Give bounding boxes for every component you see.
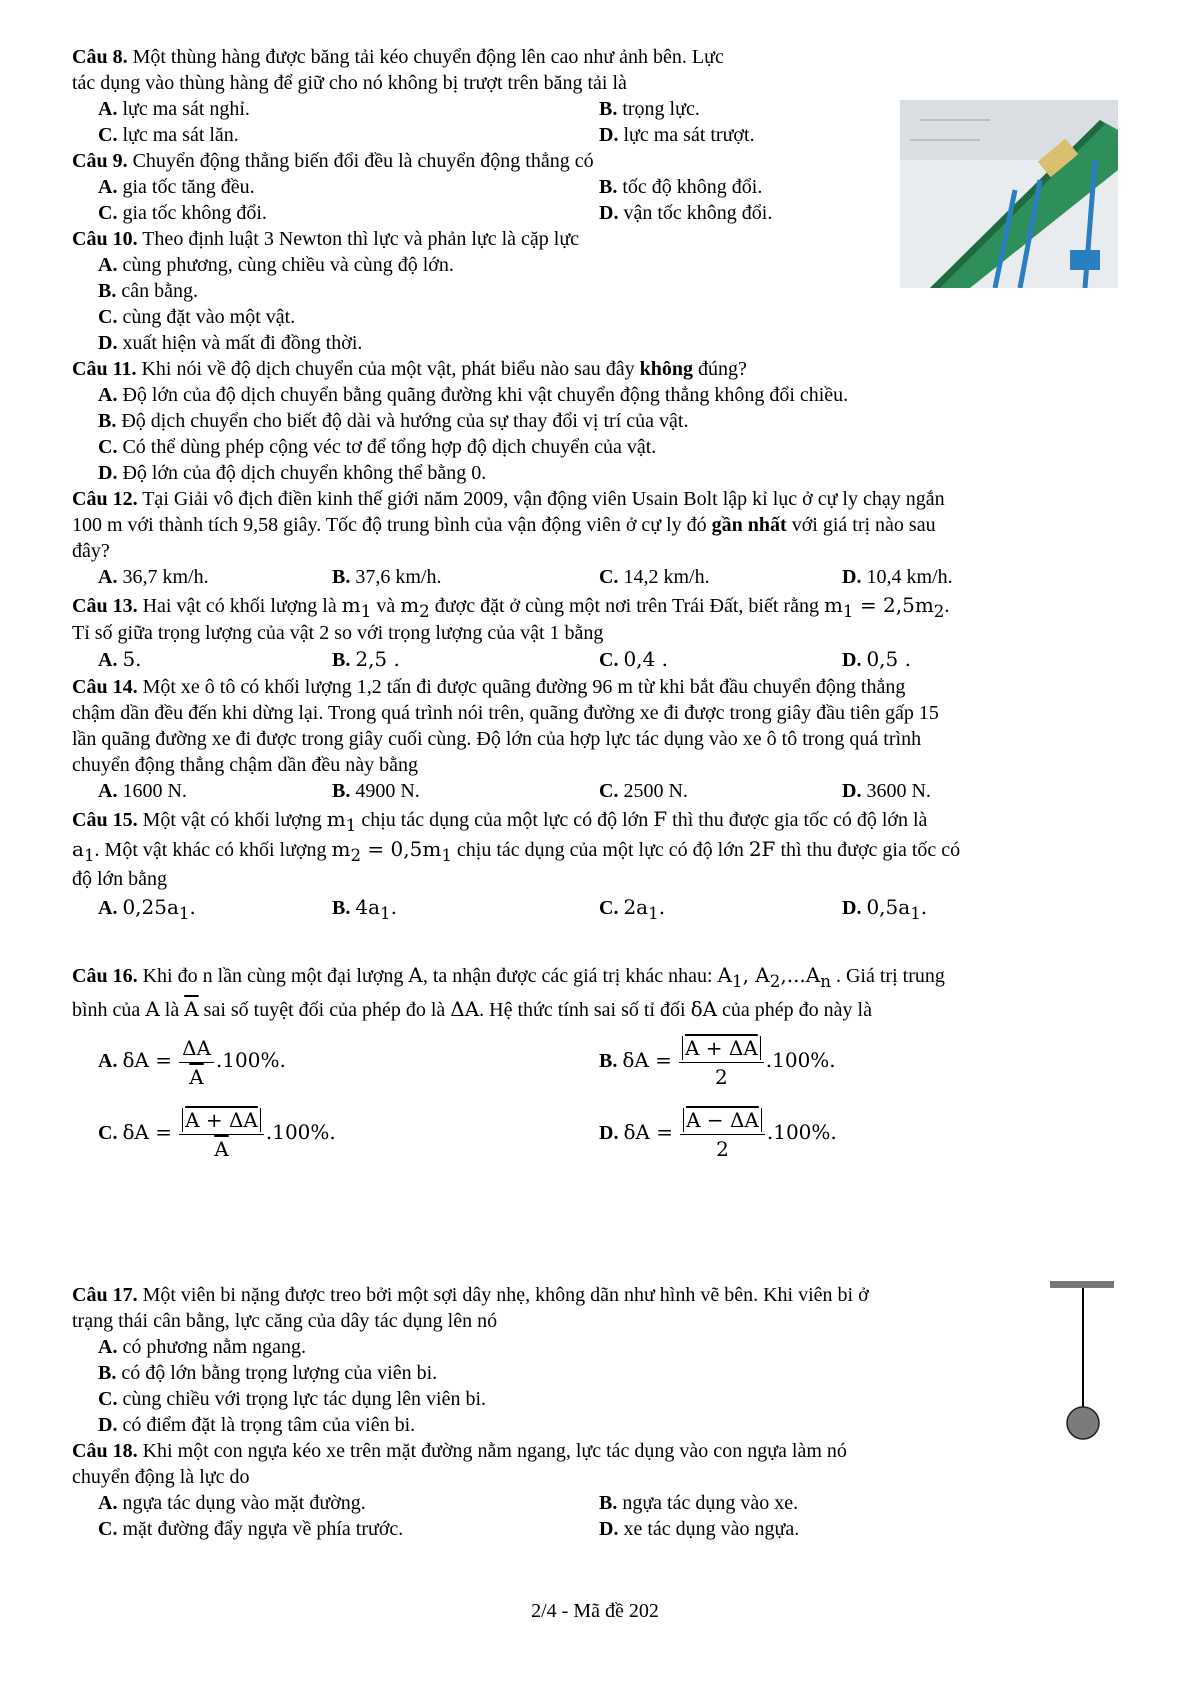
q11-option-a: A. Độ lớn của độ dịch chuyển bằng quãng đường khi vật chuyển động thẳng không đổi chiều. — [98, 384, 849, 406]
q9-option-d: D. vận tốc không đổi. — [599, 202, 773, 224]
q12-line3: đây? — [72, 540, 110, 562]
q15-option-d: D. $0,5a_1$. — [842, 895, 928, 923]
q17-option-a: A. có phương nằm ngang. — [98, 1336, 307, 1358]
q12-line1: Câu 12. Tại Giải vô địch điền kinh thế giới năm 2009, vận động viên Usain Bolt lập kỉ lục ở cự ly chạy ngắn — [72, 488, 945, 510]
q15-line1: Câu 15. Một vật có khối lượng $m_1$ chịu tác dụng của một lực có độ lớn F thì thu được gia tốc có độ lớn là — [72, 807, 928, 835]
q10-option-a: A. cùng phương, cùng chiều và cùng độ lớn. — [98, 254, 454, 276]
q10-stem: Câu 10. Theo định luật 3 Newton thì lực và phản lực là cặp lực — [72, 228, 580, 250]
q16-option-b: B. δA = $\frac{A + \Delta A}{2}$ .100%. — [599, 1036, 836, 1089]
conveyor-belt-image — [900, 100, 1118, 288]
q18-line2: chuyển động là lực do — [72, 1466, 250, 1488]
q18-option-a: A. ngựa tác dụng vào mặt đường. — [98, 1492, 366, 1514]
page-footer: 2/4 - Mã đề 202 — [531, 1600, 659, 1622]
q8-option-c: C. lực ma sát lăn. — [98, 124, 239, 146]
q16-option-a: A. δA = $\frac{\Delta A}{A}$ .100%. — [98, 1036, 286, 1089]
q14-option-c: C. 2500 N. — [599, 780, 688, 802]
q12-option-b: B. 37,6 km/h. — [332, 566, 442, 588]
q14-option-d: D. 3600 N. — [842, 780, 931, 802]
q14-option-b: B. 4900 N. — [332, 780, 420, 802]
q8-option-d: D. lực ma sát trượt. — [599, 124, 755, 146]
q8-line2: tác dụng vào thùng hàng để giữ cho nó không bị trượt trên băng tải là — [72, 72, 627, 94]
q14-line3: lần quãng đường xe đi được trong giây cuối cùng. Độ lớn của hợp lực tác dụng vào xe ô tô trong quá trình — [72, 728, 922, 750]
q11-stem: Câu 11. Khi nói về độ dịch chuyển của một vật, phát biểu nào sau đây không đúng? — [72, 358, 747, 380]
q18-option-d: D. xe tác dụng vào ngựa. — [599, 1518, 800, 1540]
q17-line2: trạng thái cân bằng, lực căng của dây tác dụng lên nó — [72, 1310, 498, 1332]
q17-option-b: B. có độ lớn bằng trọng lượng của viên bi. — [98, 1362, 438, 1384]
q15-option-a: A. $0,25a_1$. — [98, 895, 196, 923]
q9-stem: Câu 9. Chuyển động thẳng biến đổi đều là chuyển động thẳng có — [72, 150, 594, 172]
q16-line1: Câu 16. Khi đo n lần cùng một đại lượng A, ta nhận được các giá trị khác nhau: $A_1$, $A_2,...A_n$ . Giá trị trung — [72, 963, 945, 991]
q13-option-a: A. 5. — [98, 647, 142, 671]
q12-option-d: D. 10,4 km/h. — [842, 566, 953, 588]
q16-line2: bình của A là $\overline{A}$ sai số tuyệt đối của phép đo là ΔA. Hệ thức tính sai số tỉ đối δA của phép đo này là — [72, 997, 872, 1021]
q8-option-b: B. trọng lực. — [599, 98, 700, 120]
q15-line3: độ lớn bằng — [72, 868, 168, 890]
q13-line2: Tỉ số giữa trọng lượng của vật 2 so với trọng lượng của vật 1 bằng — [72, 622, 604, 644]
q11-option-b: B. Độ dịch chuyển cho biết độ dài và hướng của sự thay đổi vị trí của vật. — [98, 410, 689, 432]
q13-option-d: D. 0,5 . — [842, 647, 911, 671]
q8-option-a: A. lực ma sát nghỉ. — [98, 98, 250, 120]
q14-line1: Câu 14. Một xe ô tô có khối lượng 1,2 tấn đi được quãng đường 96 m từ khi bắt đầu chuyển động thẳng — [72, 676, 906, 698]
q14-line4: chuyển động thẳng chậm dần đều này bằng — [72, 754, 419, 776]
q18-line1: Câu 18. Khi một con ngựa kéo xe trên mặt đường nằm ngang, lực tác dụng vào con ngựa làm nó — [72, 1440, 847, 1462]
q13-option-b: B. 2,5 . — [332, 647, 400, 671]
q12-option-a: A. 36,7 km/h. — [98, 566, 209, 588]
q14-option-a: A. 1600 N. — [98, 780, 187, 802]
q12-line2: 100 m với thành tích 9,58 giây. Tốc độ trung bình của vận động viên ở cự ly đó gần nhất với giá trị nào sau — [72, 514, 936, 536]
q17-line1: Câu 17. Một viên bi nặng được treo bởi một sợi dây nhẹ, không dãn như hình vẽ bên. Khi viên bi ở — [72, 1284, 869, 1306]
q12-option-c: C. 14,2 km/h. — [599, 566, 710, 588]
q13-option-c: C. 0,4 . — [599, 647, 668, 671]
q17-option-d: D. có điểm đặt là trọng tâm của viên bi. — [98, 1414, 416, 1436]
q11-option-c: C. Có thể dùng phép cộng véc tơ để tổng hợp độ dịch chuyển của vật. — [98, 436, 657, 458]
q14-line2: chậm dần đều đến khi dừng lại. Trong quá trình nói trên, quãng đường xe đi được trong giây đầu tiên gấp 15 — [72, 702, 939, 724]
q10-option-b: B. cân bằng. — [98, 280, 198, 302]
q8-line1: Câu 8. Một thùng hàng được băng tải kéo chuyển động lên cao như ảnh bên. Lực — [72, 46, 724, 68]
q16-option-d: D. δA = $\frac{A - \Delta A}{2}$ .100%. — [599, 1108, 837, 1161]
q18-option-b: B. ngựa tác dụng vào xe. — [599, 1492, 799, 1514]
q15-option-b: B. $4a_1$. — [332, 895, 397, 923]
q9-option-a: A. gia tốc tăng đều. — [98, 176, 255, 198]
q15-option-c: C. $2a_1$. — [599, 895, 666, 923]
q10-option-d: D. xuất hiện và mất đi đồng thời. — [98, 332, 363, 354]
q9-option-b: B. tốc độ không đổi. — [599, 176, 763, 198]
q11-option-d: D. Độ lớn của độ dịch chuyển không thể bằng 0. — [98, 462, 487, 484]
q13-line1: Câu 13. Hai vật có khối lượng là $m_1$ và $m_2$ được đặt ở cùng một nơi trên Trái Đất, biết rằng $m_1 = 2,5m_2$. — [72, 593, 950, 621]
q18-option-c: C. mặt đường đẩy ngựa về phía trước. — [98, 1518, 404, 1540]
pendulum-diagram — [1046, 1279, 1136, 1449]
q15-line2: $a_1$. Một vật khác có khối lượng $m_2 = 0,5m_1$ chịu tác dụng của một lực có độ lớn 2F thì thu được gia tốc có — [72, 837, 961, 865]
q9-option-c: C. gia tốc không đổi. — [98, 202, 267, 224]
q16-option-c: C. δA = $\frac{A + \Delta A}{A}$ .100%. — [98, 1108, 336, 1161]
q10-option-c: C. cùng đặt vào một vật. — [98, 306, 296, 328]
q17-option-c: C. cùng chiều với trọng lực tác dụng lên viên bi. — [98, 1388, 486, 1410]
